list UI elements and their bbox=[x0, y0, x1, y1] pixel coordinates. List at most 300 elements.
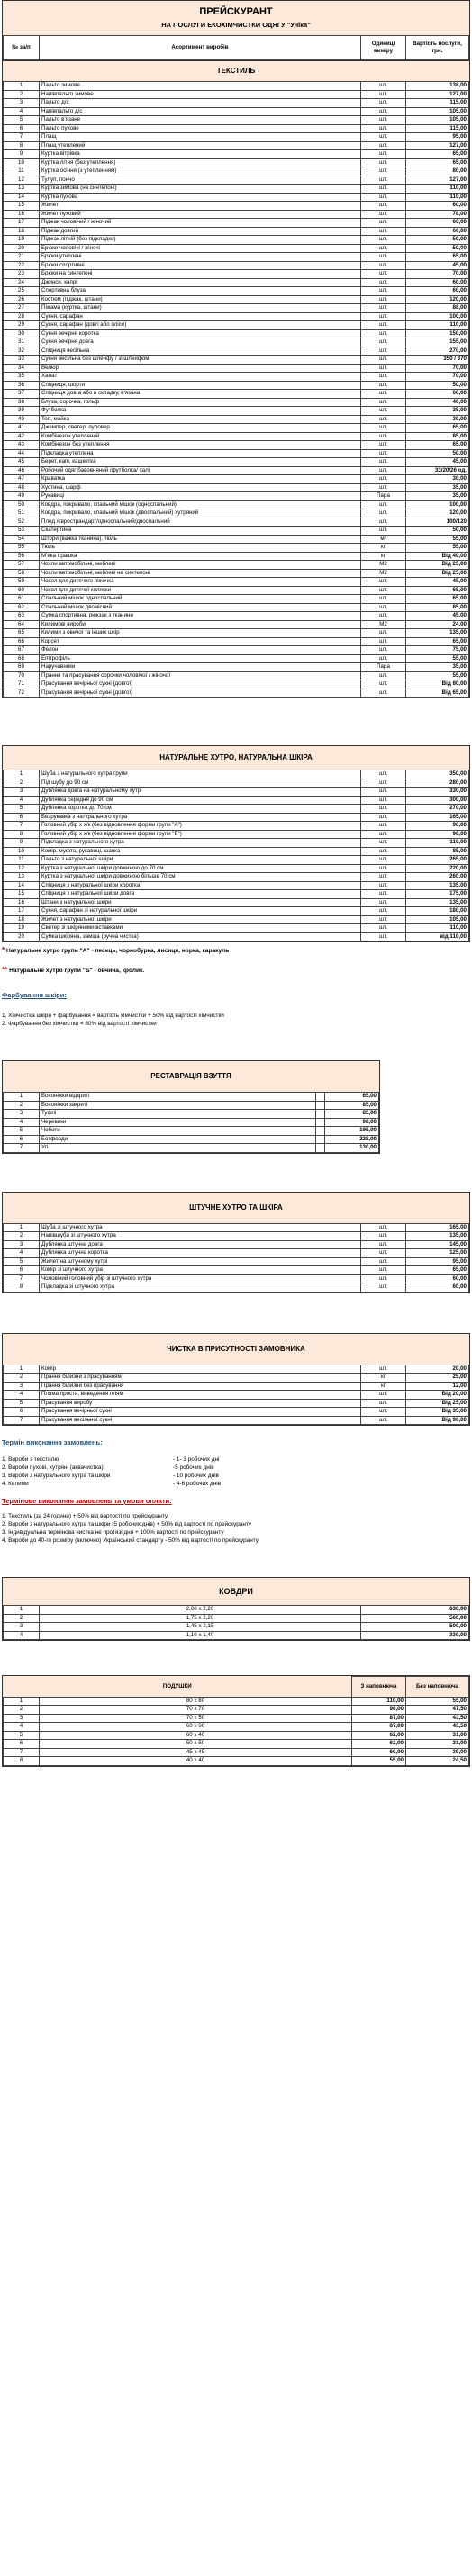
row-num: 7 bbox=[4, 822, 40, 831]
table-row bbox=[4, 1416, 469, 1425]
row-num: 11 bbox=[4, 167, 40, 176]
item-unit: шт. bbox=[361, 236, 406, 245]
item-unit bbox=[316, 1110, 325, 1119]
row-num: 57 bbox=[4, 561, 40, 570]
table-row bbox=[4, 1144, 379, 1153]
pillow-price-without: 30,00 bbox=[406, 1748, 469, 1757]
row-num: 19 bbox=[4, 236, 40, 245]
item-name: Блуза, сорочка, гольф bbox=[40, 398, 361, 407]
table-row bbox=[4, 449, 469, 458]
item-name: Килими з овечої та інших шкір bbox=[40, 629, 361, 638]
item-unit bbox=[316, 1118, 325, 1127]
row-num: 8 bbox=[4, 141, 40, 150]
table-row bbox=[4, 1408, 469, 1417]
pillow-price-with: 55,00 bbox=[352, 1757, 406, 1766]
note-b-text: Натуральне хутро групи "Б" - овчина, кролик. bbox=[9, 968, 145, 974]
row-num: 51 bbox=[4, 509, 40, 518]
row-num: 16 bbox=[4, 898, 40, 907]
item-price: 130,00 bbox=[325, 1144, 379, 1153]
row-num: 2 bbox=[4, 90, 40, 99]
fur-section bbox=[2, 745, 470, 942]
urgent-item: 3. Індивідуальна термінова чистка не протязі дня + 100% вартості по прейскуранту bbox=[2, 1529, 224, 1536]
item-price: 60,00 bbox=[406, 219, 469, 228]
terms-item-value: -5 робочих днів bbox=[173, 1464, 214, 1471]
table-row bbox=[4, 373, 469, 382]
col-num-header: № за/п bbox=[4, 36, 40, 60]
item-price: 30,00 bbox=[406, 475, 469, 484]
item-name: Ковдра, покривало, спальний мішок (односпальний) bbox=[40, 500, 361, 509]
item-unit: шт. bbox=[361, 1399, 406, 1408]
pillow-price-without: 24,50 bbox=[406, 1757, 469, 1766]
terms-list bbox=[2, 1455, 470, 1488]
item-name: Прасування виробу bbox=[40, 1399, 361, 1408]
row-num: 4 bbox=[4, 1249, 40, 1258]
item-price: 270,00 bbox=[406, 805, 469, 814]
item-price: 12,00 bbox=[406, 1382, 469, 1391]
artfur-table bbox=[3, 1223, 469, 1293]
row-num: 14 bbox=[4, 881, 40, 890]
table-row bbox=[4, 483, 469, 492]
item-name: Жилет пуховий bbox=[40, 210, 361, 219]
table-row bbox=[4, 561, 469, 570]
dyeing-line-1: 1. Хімчистка шкіри + фарбування = вартість хімчистки + 50% від вартості хімчистки bbox=[2, 1013, 224, 1019]
item-price: 85,00 bbox=[325, 1101, 379, 1110]
item-price: 95,00 bbox=[406, 1257, 469, 1266]
artfur-section bbox=[2, 1192, 470, 1293]
row-num: 4 bbox=[4, 1631, 40, 1640]
item-unit: шт. bbox=[361, 329, 406, 338]
item-unit: шт. bbox=[361, 99, 406, 108]
table-row bbox=[4, 261, 469, 270]
item-unit: кг bbox=[361, 544, 406, 553]
table-row bbox=[4, 552, 469, 561]
row-num: 5 bbox=[4, 805, 40, 814]
table-row bbox=[4, 116, 469, 125]
item-name: Корсет bbox=[40, 637, 361, 646]
item-price: 45,00 bbox=[406, 612, 469, 621]
item-unit: шт. bbox=[361, 475, 406, 484]
row-num: 6 bbox=[4, 1740, 40, 1749]
item-unit: шт. bbox=[361, 193, 406, 202]
item-unit: шт. bbox=[361, 500, 406, 509]
table-row bbox=[4, 133, 469, 142]
table-row bbox=[4, 689, 469, 698]
item-price: 100/120 bbox=[406, 518, 469, 527]
table-row bbox=[4, 1223, 469, 1232]
item-price: 105,00 bbox=[406, 116, 469, 125]
row-num: 58 bbox=[4, 569, 40, 578]
item-price: 175,00 bbox=[406, 890, 469, 899]
row-num: 50 bbox=[4, 500, 40, 509]
item-unit: шт. bbox=[361, 390, 406, 399]
row-num: 53 bbox=[4, 527, 40, 536]
item-name: Підкладка з натурального хутра bbox=[40, 839, 361, 848]
item-name: Прасування весільної сукні bbox=[40, 1416, 361, 1425]
row-num: 6 bbox=[4, 1135, 40, 1144]
table-row bbox=[4, 1257, 469, 1266]
row-num: 2 bbox=[4, 779, 40, 788]
item-price: 195,00 bbox=[325, 1127, 379, 1136]
blankets-title: КОВДРИ bbox=[219, 1587, 253, 1596]
item-name: Наручавники bbox=[40, 663, 361, 672]
pillows-section bbox=[2, 1675, 470, 1767]
blanket-price: 330,00 bbox=[361, 1631, 469, 1640]
item-name: Тулуп, пончо bbox=[40, 176, 361, 185]
item-unit: шт. bbox=[361, 689, 406, 698]
item-price: 115,00 bbox=[406, 124, 469, 133]
table-row bbox=[4, 82, 469, 91]
item-price: 35,00 bbox=[406, 663, 469, 672]
note-a-star: * bbox=[2, 946, 5, 954]
item-name: Куртка осіння (з утепленням) bbox=[40, 167, 361, 176]
item-name: Штори (важка тканина), тюль bbox=[40, 535, 361, 544]
table-row bbox=[4, 847, 469, 856]
item-price: 20,00 bbox=[406, 1365, 469, 1374]
item-unit bbox=[316, 1127, 325, 1136]
table-row bbox=[4, 432, 469, 441]
item-price: 135,00 bbox=[406, 881, 469, 890]
urgent-item: 2. Вироби з натурального хутра та шкіри (5 робочих днів) + 50% від вартості по прейскуранту bbox=[2, 1521, 252, 1527]
item-name: Джинси, капрі bbox=[40, 278, 361, 287]
item-price: 180,00 bbox=[406, 907, 469, 916]
item-name: Шуба зі штучного хутра bbox=[40, 1223, 361, 1232]
item-unit: шт. bbox=[361, 82, 406, 91]
item-price: 24,00 bbox=[406, 620, 469, 629]
item-price: 105,00 bbox=[406, 107, 469, 116]
terms-item bbox=[2, 1455, 470, 1464]
item-name: Сукня весільна без шлейфу / зі шлейфом bbox=[40, 356, 361, 365]
item-name: Куртка з натуральної шкіри довжиною до 70 см bbox=[40, 864, 361, 873]
row-num: 19 bbox=[4, 924, 40, 933]
item-unit: кг bbox=[361, 1382, 406, 1391]
item-price: 110,00 bbox=[406, 924, 469, 933]
item-price: 30,00 bbox=[406, 415, 469, 424]
row-num: 17 bbox=[4, 907, 40, 916]
item-name: Куртка вітрівка bbox=[40, 150, 361, 159]
terms-item-label: 4. Килими bbox=[2, 1481, 29, 1487]
row-num: 63 bbox=[4, 612, 40, 621]
item-name: Плащ утеплений bbox=[40, 141, 361, 150]
item-price: від 110,00 bbox=[406, 932, 469, 941]
item-name: Халат bbox=[40, 373, 361, 382]
pillow-price-with: 60,00 bbox=[352, 1748, 406, 1757]
table-row bbox=[4, 1723, 469, 1732]
table-row bbox=[4, 227, 469, 236]
item-price: 125,00 bbox=[406, 1249, 469, 1258]
item-price: 280,00 bbox=[406, 779, 469, 788]
table-row bbox=[4, 185, 469, 194]
item-unit: шт. bbox=[361, 167, 406, 176]
table-row bbox=[4, 680, 469, 689]
table-row bbox=[4, 1740, 469, 1749]
item-unit: шт. bbox=[361, 509, 406, 518]
item-unit: шт. bbox=[361, 441, 406, 450]
row-num: 13 bbox=[4, 873, 40, 882]
table-row bbox=[4, 124, 469, 133]
row-num: 10 bbox=[4, 158, 40, 167]
item-name: Скатертина bbox=[40, 527, 361, 536]
item-unit: шт. bbox=[361, 924, 406, 933]
table-row bbox=[4, 788, 469, 797]
row-num: 1 bbox=[4, 770, 40, 779]
item-price: 135,00 bbox=[406, 629, 469, 638]
pillow-price-with: 62,00 bbox=[352, 1740, 406, 1749]
item-price: Від 80,00 bbox=[406, 680, 469, 689]
row-num: 12 bbox=[4, 864, 40, 873]
item-unit: шт. bbox=[361, 90, 406, 99]
item-name: Напівпальто зимове bbox=[40, 90, 361, 99]
row-num: 3 bbox=[4, 1623, 40, 1632]
table-row bbox=[4, 1757, 469, 1766]
table-row bbox=[4, 1101, 379, 1110]
item-unit: шт. bbox=[361, 398, 406, 407]
blanket-size: 1,45 х 2,15 bbox=[40, 1623, 361, 1632]
terms-item-value: - 4-6 робочих днів bbox=[173, 1481, 222, 1487]
table-row bbox=[4, 356, 469, 365]
item-unit: шт. bbox=[361, 856, 406, 865]
item-name: Прасування вечірньої сукні (довгої) bbox=[40, 689, 361, 698]
row-num: 32 bbox=[4, 347, 40, 356]
row-num: 7 bbox=[4, 1144, 40, 1153]
row-num: 61 bbox=[4, 595, 40, 604]
item-price: 100,00 bbox=[406, 500, 469, 509]
row-num: 29 bbox=[4, 321, 40, 330]
item-price: 50,00 bbox=[406, 244, 469, 253]
urgent-item: 4. Вироби до 40-го розміру (включно) Український стандарту - 50% від вартості по прейскуранту bbox=[2, 1537, 259, 1544]
table-row bbox=[4, 424, 469, 433]
table-row bbox=[4, 873, 469, 882]
item-name: Підкладка зі штучного хутра bbox=[40, 1283, 361, 1293]
item-name: Спортивна блуза bbox=[40, 287, 361, 296]
table-row bbox=[4, 603, 469, 612]
item-price: 65,00 bbox=[406, 158, 469, 167]
table-row bbox=[4, 321, 469, 330]
item-price: 90,00 bbox=[406, 822, 469, 831]
row-num: 27 bbox=[4, 304, 40, 313]
item-name: Спальний мішок двомісний bbox=[40, 603, 361, 612]
row-num: 5 bbox=[4, 116, 40, 125]
item-unit: шт. bbox=[361, 839, 406, 848]
row-num: 1 bbox=[4, 1093, 40, 1102]
table-row bbox=[4, 458, 469, 467]
item-price: 228,00 bbox=[325, 1135, 379, 1144]
terms-item bbox=[2, 1480, 470, 1488]
item-unit: шт. bbox=[361, 1266, 406, 1275]
pillows-col-without: Без наповнюча bbox=[406, 1677, 469, 1698]
item-name: Спідниця з натуральної шкіри довга bbox=[40, 890, 361, 899]
table-row bbox=[4, 90, 469, 99]
item-unit: Пара bbox=[361, 492, 406, 501]
item-price: 65,00 bbox=[406, 637, 469, 646]
table-row bbox=[4, 278, 469, 287]
item-price: 110,00 bbox=[406, 839, 469, 848]
item-unit: шт. bbox=[361, 1416, 406, 1425]
row-num: 49 bbox=[4, 492, 40, 501]
row-num: 43 bbox=[4, 441, 40, 450]
table-row bbox=[4, 544, 469, 553]
item-name: Куртка пухова bbox=[40, 193, 361, 202]
item-price: 110,00 bbox=[406, 321, 469, 330]
column-header-table bbox=[3, 35, 469, 60]
pillow-price-with: 110,00 bbox=[352, 1697, 406, 1706]
item-price: 105,00 bbox=[406, 915, 469, 924]
item-price: 135,00 bbox=[406, 898, 469, 907]
item-name: Піжама (куртка, штани) bbox=[40, 304, 361, 313]
item-unit: шт. bbox=[361, 210, 406, 219]
item-price: 40,00 bbox=[406, 398, 469, 407]
item-name: Хустина, шарф bbox=[40, 483, 361, 492]
item-unit: шт. bbox=[361, 261, 406, 270]
table-row bbox=[4, 527, 469, 536]
item-price: 60,00 bbox=[406, 287, 469, 296]
item-unit: шт. bbox=[361, 813, 406, 822]
table-row bbox=[4, 167, 469, 176]
item-name: Брюки чоловічі / жіночі bbox=[40, 244, 361, 253]
textile-section bbox=[2, 61, 470, 698]
item-price: 65,00 bbox=[406, 424, 469, 433]
col-price-header: Вартість послуги, грн. bbox=[406, 36, 469, 60]
urgent-title: Термінове виконання замовлень та умови оплати: bbox=[2, 1497, 172, 1505]
item-unit: шт. bbox=[361, 364, 406, 373]
table-row bbox=[4, 475, 469, 484]
table-row bbox=[4, 107, 469, 116]
table-row bbox=[4, 932, 469, 941]
row-num: 72 bbox=[4, 689, 40, 698]
item-unit: шт. bbox=[361, 483, 406, 492]
pillow-size: 50 х 50 bbox=[40, 1740, 352, 1749]
table-row bbox=[4, 1697, 469, 1706]
row-num: 8 bbox=[4, 1757, 40, 1766]
terms-item bbox=[2, 1472, 470, 1480]
textile-table bbox=[3, 81, 469, 698]
item-unit: шт. bbox=[361, 133, 406, 142]
item-price: 75,00 bbox=[406, 646, 469, 655]
item-unit: шт. bbox=[361, 898, 406, 907]
item-name: Підкладка утеплена bbox=[40, 449, 361, 458]
table-row bbox=[4, 898, 469, 907]
table-row bbox=[4, 312, 469, 321]
table-row bbox=[4, 347, 469, 356]
item-name: Напівпальто д/с bbox=[40, 107, 361, 116]
item-price: 127,00 bbox=[406, 176, 469, 185]
terms-item-value: - 10 робочих днів bbox=[173, 1473, 219, 1479]
table-row bbox=[4, 1266, 469, 1275]
table-row bbox=[4, 1606, 469, 1615]
item-name: Пальто в'язане bbox=[40, 116, 361, 125]
item-price: 98,00 bbox=[325, 1118, 379, 1127]
table-row bbox=[4, 415, 469, 424]
item-price: 155,00 bbox=[406, 338, 469, 347]
row-num: 5 bbox=[4, 1731, 40, 1740]
table-row bbox=[4, 856, 469, 865]
item-unit: шт. bbox=[361, 796, 406, 805]
table-row bbox=[4, 381, 469, 390]
table-row bbox=[4, 210, 469, 219]
row-num: 3 bbox=[4, 788, 40, 797]
item-unit: шт. bbox=[361, 527, 406, 536]
item-name: Босоніжки відкриті bbox=[40, 1093, 316, 1102]
item-unit: шт. bbox=[361, 227, 406, 236]
item-price: 50,00 bbox=[406, 449, 469, 458]
table-row bbox=[4, 864, 469, 873]
row-num: 9 bbox=[4, 839, 40, 848]
item-unit: шт. bbox=[361, 1274, 406, 1283]
row-num: 2 bbox=[4, 1706, 40, 1715]
table-row bbox=[4, 839, 469, 848]
item-price: 70,00 bbox=[406, 270, 469, 279]
note-a-text: Натуральне хутро групи "А" - песець, чорнобурка, лисиця, норка, каракуль bbox=[5, 948, 230, 954]
table-row bbox=[4, 629, 469, 638]
row-num: 35 bbox=[4, 373, 40, 382]
item-unit: шт. bbox=[361, 805, 406, 814]
table-row bbox=[4, 492, 469, 501]
table-row bbox=[4, 244, 469, 253]
item-name: Сукня, сарафан зі натуральної шкіри bbox=[40, 907, 361, 916]
item-unit: шт. bbox=[361, 287, 406, 296]
item-name: Топ, майка bbox=[40, 415, 361, 424]
item-name: Піджак довгий bbox=[40, 227, 361, 236]
item-name: Пальто д/с bbox=[40, 99, 361, 108]
item-name: Тюль bbox=[40, 544, 361, 553]
item-name: Пальто зимове bbox=[40, 82, 361, 91]
table-row bbox=[4, 518, 469, 527]
row-num: 1 bbox=[4, 1606, 40, 1615]
row-num: 1 bbox=[4, 1365, 40, 1374]
blanket-price: 560,00 bbox=[361, 1614, 469, 1623]
row-num: 8 bbox=[4, 1283, 40, 1293]
item-unit: шт. bbox=[361, 770, 406, 779]
item-unit: шт. bbox=[361, 881, 406, 890]
item-price: 78,00 bbox=[406, 210, 469, 219]
row-num: 4 bbox=[4, 107, 40, 116]
row-num: 23 bbox=[4, 270, 40, 279]
table-row bbox=[4, 1110, 379, 1119]
row-num: 30 bbox=[4, 329, 40, 338]
item-name: Светер зі шкіряними вставками bbox=[40, 924, 361, 933]
item-name: Дублянка середня до 90 см bbox=[40, 796, 361, 805]
item-unit: шт. bbox=[361, 373, 406, 382]
item-unit: шт. bbox=[361, 907, 406, 916]
item-price: 330,00 bbox=[406, 788, 469, 797]
shoes-table bbox=[3, 1092, 379, 1153]
col-name-header: Асортимент виробів bbox=[40, 36, 361, 60]
item-price: 55,00 bbox=[406, 535, 469, 544]
row-num: 15 bbox=[4, 202, 40, 211]
item-name: Ковдра, покривало, спальний мішок (двоспальний) хутряний bbox=[40, 509, 361, 518]
table-row bbox=[4, 141, 469, 150]
row-num: 5 bbox=[4, 1127, 40, 1136]
item-name: Комір, муфта, рукавиці, шапка bbox=[40, 847, 361, 856]
item-price: 35,00 bbox=[406, 492, 469, 501]
table-row bbox=[4, 1232, 469, 1241]
item-price: 50,00 bbox=[406, 381, 469, 390]
row-num: 66 bbox=[4, 637, 40, 646]
blanket-size: 2,00 х 2,20 bbox=[40, 1606, 361, 1615]
item-unit: шт. bbox=[361, 1232, 406, 1241]
table-row bbox=[4, 193, 469, 202]
item-name: Піджак літній (без підкладки) bbox=[40, 236, 361, 245]
pillow-price-with: 87,00 bbox=[352, 1723, 406, 1732]
item-unit: шт. bbox=[361, 295, 406, 304]
row-num: 4 bbox=[4, 1391, 40, 1400]
urgent-item: 1. Текстиль (за 24 години) + 50% від вартості по прейскуранту bbox=[2, 1513, 168, 1519]
item-unit bbox=[316, 1101, 325, 1110]
item-unit: шт. bbox=[361, 338, 406, 347]
item-name: Брюки на синтепоні bbox=[40, 270, 361, 279]
table-row bbox=[4, 578, 469, 587]
item-unit: шт. bbox=[361, 176, 406, 185]
pillow-size: 45 х 45 bbox=[40, 1748, 352, 1757]
